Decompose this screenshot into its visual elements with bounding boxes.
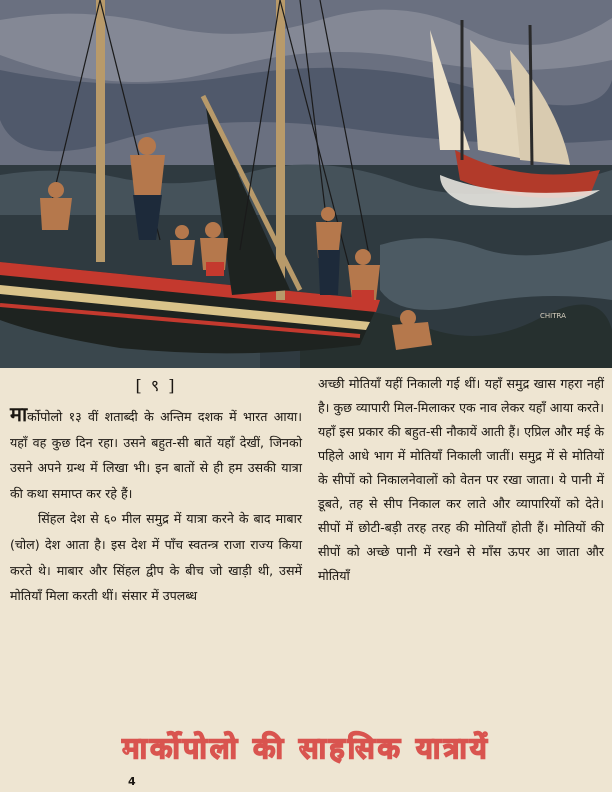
chapter-number: [ ९ ]	[135, 376, 177, 395]
left-column	[10, 368, 302, 609]
right-paragraph-1: अच्छी मोतियाँ यहीं निकाली गई थीं। यहाँ समुद्र खास गहरा नहीं है। कुछ व्यापारी मिल-मिलाकर एक नाव लेकर यहाँ आया करते। यहाँ इस प्रकार की बहुत-सी नौकायें आती हैं। एप्रिल और मई के पहिले आधे भाग में मोतियाँ निकाली जातीं। समुद्र में से मोतियों के सीपों को निकालनेवालों को वेतन पर रखा जाता। ये पानी में डूबते, तह से सीप निकाल कर लाते और व्यापारियों को देते। सीपों में छोटी-बड़ी तरह तरह की मोतियाँ होती हैं। मोतियों की सीपों को अच्छे पानी में रखने से माँस ऊपर आ जाता और मोतियाँ	[318, 376, 604, 583]
artist-signature: CHITRA	[540, 312, 566, 320]
right-column	[318, 372, 604, 588]
left-paragraph-1-text: र्कोपोलो १३ वीं शताब्दी के अन्तिम दशक में भारत आया। यहाँ वह कुछ दिन रहा। उसने बहुत-सी बातें यहाँ देखीं, जिनको उसने अपने ग्रन्थ में लिखा भी। इन बातों से ही हम उसकी यात्रा की कथा समाप्त कर रहे हैं।	[10, 409, 302, 501]
illustration-pearl-divers	[0, 0, 612, 368]
dropcap: मा	[10, 402, 28, 426]
series-title-band	[0, 728, 612, 774]
left-paragraph-2: सिंहल देश से ६० मील समुद्र में यात्रा करने के बाद माबार (चोल) देश आता है। इस देश में पाँच स्वतन्त्र राजा राज्य किया करते थे। माबार और सिंहल द्वीप के बीच जो खाड़ी थी, उसमें मोतियाँ मिला करती थीं। संसार में उपलब्ध	[10, 511, 302, 604]
page-number: 4	[128, 775, 136, 788]
series-title: मार्कोपोलो की साहसिक यात्रायें	[122, 731, 490, 765]
left-paragraph-1	[10, 402, 302, 506]
illustration-svg	[0, 0, 612, 368]
